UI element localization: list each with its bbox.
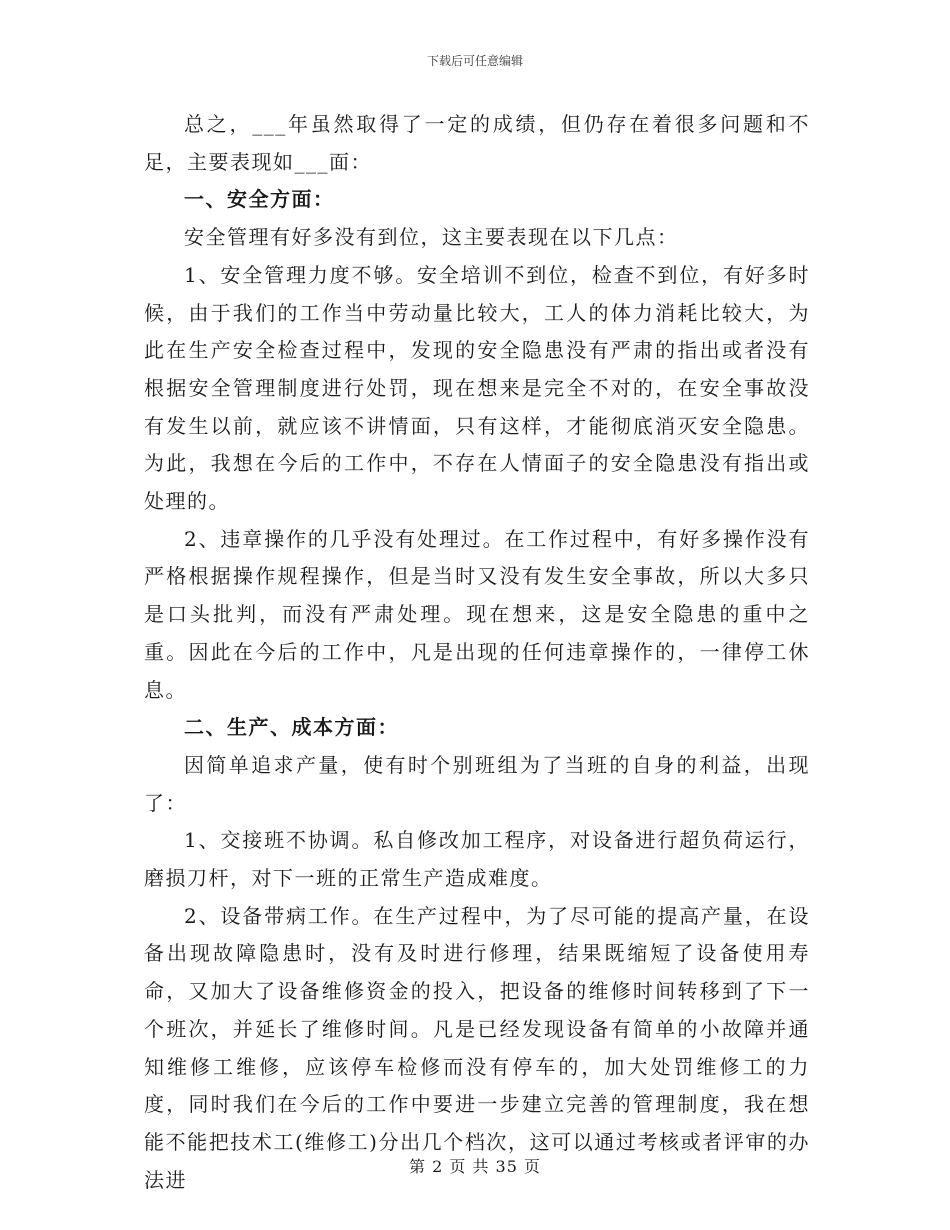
paragraph-summary: 总之，___年虽然取得了一定的成绩，但仍存在着很多问题和不足，主要表现如___面： <box>144 112 810 174</box>
paragraph-production-item-2: 2、设备带病工作。在生产过程中，为了尽可能的提高产量，在设备出现故障隐患时，没有及时进行修理，结果既缩短了设备使用寿命，又加大了设备维修资金的投入，把设备的维修时间转移到了下一个班次，并延长了维修时间。凡是已经发现设备有简单的小故障并通知维修工维修，应该停车检修而没有停车的，加大处罚维修工的力度，同时我们在今后的工作中要进一步建立完善的管理制度，我在想能不能把技术工(维修工)分出几个档次，这可以通过考核或者评审的办法进 <box>144 903 810 1192</box>
paragraph-safety-intro: 安全管理有好多没有到位，这主要表现在以下几点： <box>184 225 679 250</box>
paragraph-production-item-1: 1、交接班不协调。私自修改加工程序，对设备进行超负荷运行，磨损刀杆，对下一班的正常生产造成难度。 <box>144 828 810 891</box>
page-header: 下载后可任意编辑 <box>426 54 523 68</box>
paragraph-safety-item-2: 2、违章操作的几乎没有处理过。在工作过程中，有好多操作没有严格根据操作规程操作，但是当时又没有发生安全事故，所以大多只是口头批判，而没有严肃处理。现在想来，这是安全隐患的重中之重。因此在今后的工作中，凡是出现的任何违章操作的，一律停工休息。 <box>144 526 810 702</box>
page-footer: 第 2 页 共 35 页 <box>409 1157 541 1176</box>
section-heading-safety: 一、安全方面： <box>184 187 335 212</box>
paragraph-production-intro: 因简单追求产量，使有时个别班组为了当班的自身的利益，出现了： <box>144 752 810 815</box>
section-heading-production: 二、生产、成本方面： <box>184 715 399 740</box>
paragraph-safety-item-1: 1、安全管理力度不够。安全培训不到位，检查不到位，有好多时候，由于我们的工作当中劳动量比较大，工人的体力消耗比较大，为此在生产安全检查过程中，发现的安全隐患没有严肃的指出或者没有根据安全管理制度进行处罚，现在想来是完全不对的，在安全事故没有发生以前，就应该不讲情面，只有这样，才能彻底消灭安全隐患。为此，我想在今后的工作中，不存在人情面子的安全隐患没有指出或处理的。 <box>144 262 810 514</box>
document-body <box>144 106 810 1199</box>
